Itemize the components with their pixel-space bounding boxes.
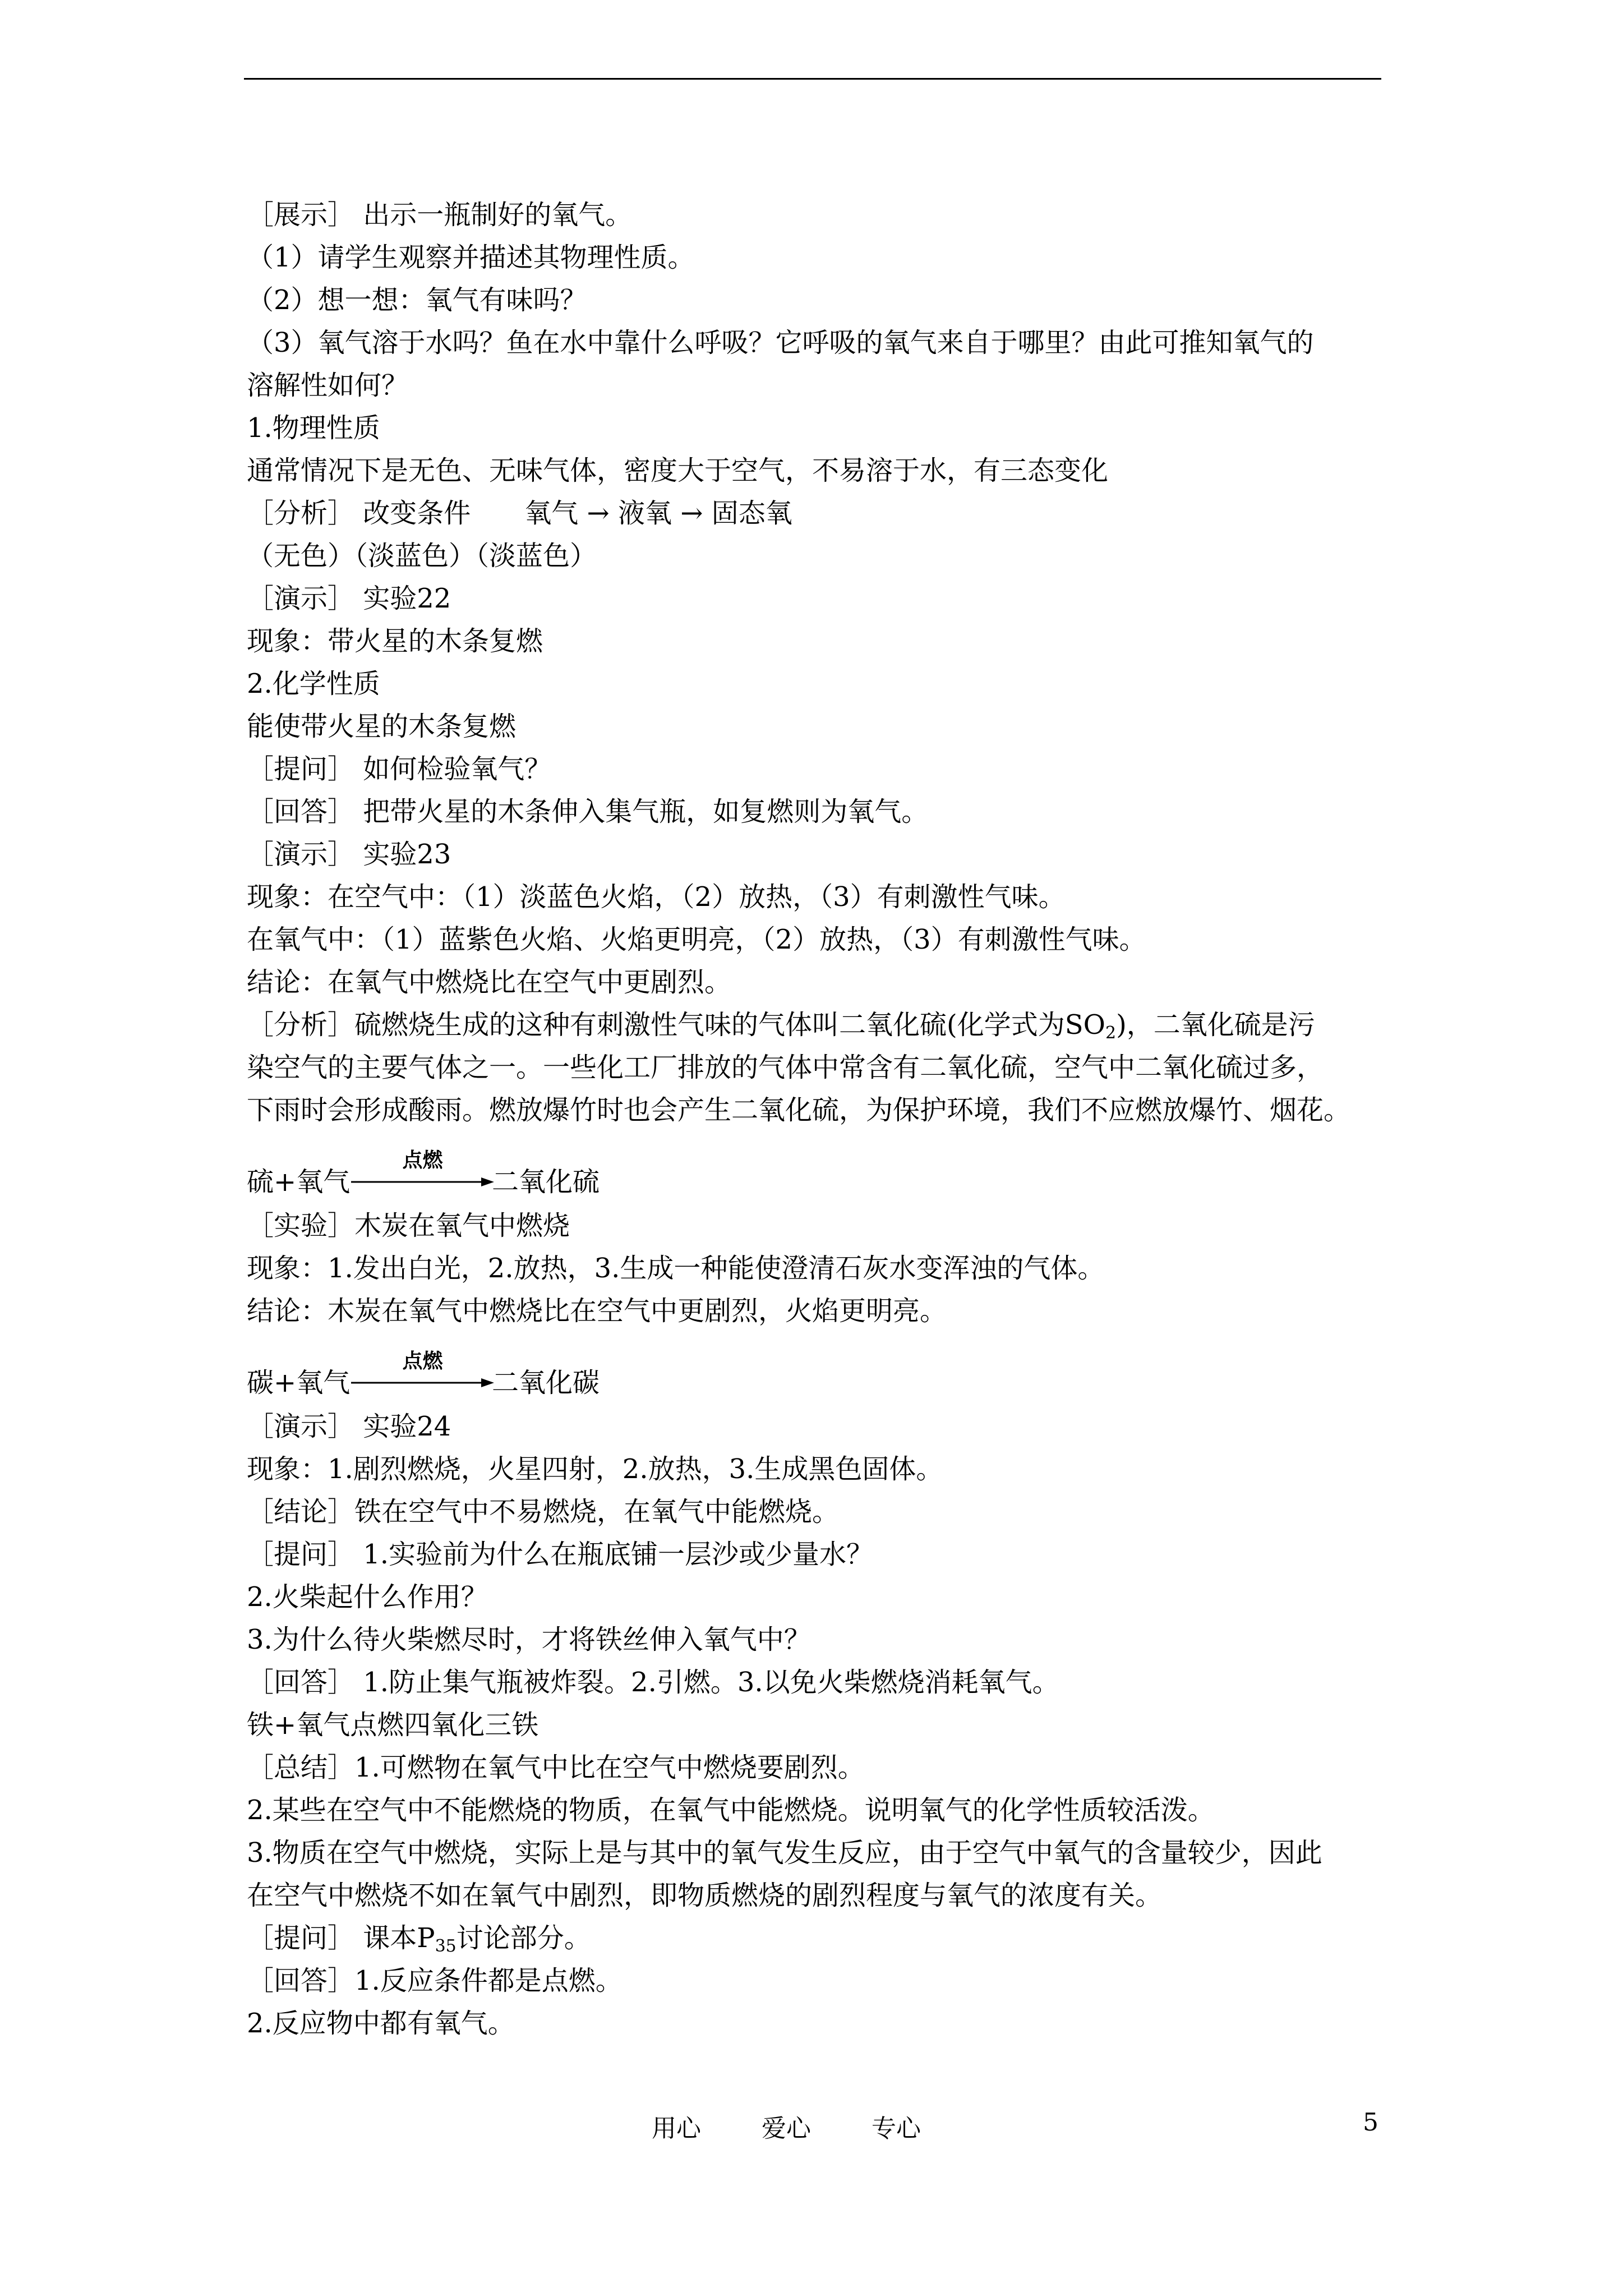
text-line: 在空气中燃烧不如在氧气中剧烈，即物质燃烧的剧烈程度与氧气的浓度有关。 (247, 1880, 1163, 1911)
text-line: 现象：在空气中：（1）淡蓝色火焰，（2）放热，（3）有刺激性气味。 (247, 881, 1066, 913)
text-line: ［演示］ 实验24 (247, 1411, 451, 1442)
text-line: ［分析］ 改变条件 氧气 → 液氧 → 固态氧 (247, 498, 792, 529)
reaction-condition: 点燃 (402, 1149, 443, 1172)
analysis-text-before: ［分析］硫燃烧生成的这种有刺激性气味的气体叫二氧化硫(化学式为SO (247, 1009, 1105, 1041)
motto-word: 爱心 (762, 2114, 811, 2143)
text-line: 通常情况下是无色、无味气体，密度大于空气，不易溶于水，有三态变化 (247, 455, 1109, 486)
arrow-icon (351, 1176, 494, 1188)
subscript: 35 (435, 1936, 457, 1956)
text-line: 3.为什么待火柴燃尽时，才将铁丝伸入氧气中？ (247, 1624, 811, 1655)
text-line: 现象：1.剧烈燃烧，火星四射，2.放热，3.生成黑色固体。 (247, 1453, 943, 1485)
text-line: 2.某些在空气中不能燃烧的物质，在氧气中能燃烧。说明氧气的化学性质较活泼。 (247, 1795, 1215, 1826)
text-line: 结论：木炭在氧气中燃烧比在空气中更剧烈，火焰更明亮。 (247, 1295, 947, 1327)
document-body (247, 194, 1382, 2045)
analysis-line-2: 染空气的主要气体之一。一些化工厂排放的气体中常含有二氧化硫，空气中二氧化硫过多， (247, 1052, 1324, 1083)
equation-product: 二氧化碳 (492, 1367, 600, 1398)
text-line: 现象：带火星的木条复燃 (247, 625, 543, 657)
analysis-text-after: )，二氧化硫是污 (1116, 1009, 1315, 1041)
equation-carbon (247, 1332, 1382, 1405)
footer-motto (652, 2108, 921, 2144)
text-line: 3.物质在空气中燃烧，实际上是与其中的氧气发生反应，由于空气中氧气的含量较少，因此 (247, 1837, 1322, 1869)
analysis-line-3: 下雨时会形成酸雨。燃放爆竹时也会产生二氧化硫，为保护环境，我们不应燃放爆竹、烟花。 (247, 1094, 1351, 1126)
section-heading: 2.化学性质 (247, 668, 380, 700)
motto-word: 用心 (652, 2114, 701, 2143)
textbook-text-after: 讨论部分。 (456, 1922, 591, 1954)
text-line: ［总结］1.可燃物在氧气中比在空气中燃烧要剧烈。 (247, 1752, 865, 1783)
text-line: 铁+氧气点燃四氧化三铁 (247, 1709, 539, 1741)
header-rule (244, 78, 1381, 80)
text-line: ［回答］ 1.防止集气瓶被炸裂。2.引燃。3.以免火柴燃烧消耗氧气。 (247, 1667, 1059, 1698)
equation-sulfur (247, 1131, 1382, 1204)
arrow-icon (351, 1377, 494, 1388)
section-heading: 1.物理性质 (247, 412, 380, 444)
page-footer (0, 2108, 1623, 2147)
text-line: 结论：在氧气中燃烧比在空气中更剧烈。 (247, 967, 732, 998)
textbook-text-before: ［提问］ 课本P (247, 1922, 435, 1954)
text-line: 2.反应物中都有氧气。 (247, 2008, 515, 2039)
text-line: 2.火柴起什么作用？ (247, 1581, 488, 1613)
reaction-arrow (351, 1149, 494, 1188)
equation-reactants: 碳+氧气 (247, 1367, 351, 1398)
text-line: 溶解性如何？ (247, 370, 409, 401)
text-line: （无色）（淡蓝色）（淡蓝色） (247, 540, 597, 572)
text-line: （2）想一想：氧气有味吗？ (247, 284, 587, 316)
textbook-line (247, 1917, 1382, 1959)
page-number: 5 (1363, 2108, 1378, 2137)
text-line: 在氧气中：（1）蓝紫色火焰、火焰更明亮，（2）放热，（3）有刺激性气味。 (247, 924, 1146, 955)
equation-reactants: 硫+氧气 (247, 1166, 351, 1198)
reaction-condition: 点燃 (402, 1350, 443, 1373)
text-line: ［提问］ 1.实验前为什么在瓶底铺一层沙或少量水？ (247, 1539, 874, 1570)
text-line: ［演示］ 实验23 (247, 839, 451, 870)
motto-word: 专心 (872, 2114, 921, 2143)
reaction-arrow (351, 1350, 494, 1388)
text-line: （1）请学生观察并描述其物理性质。 (247, 242, 695, 273)
text-line: 能使带火星的木条复燃 (247, 711, 517, 742)
text-line: 现象：1.发出白光，2.放热，3.生成一种能使澄清石灰水变浑浊的气体。 (247, 1253, 1105, 1284)
subscript: 2 (1105, 1023, 1117, 1043)
text-line: ［结论］铁在空气中不易燃烧，在氧气中能燃烧。 (247, 1496, 840, 1527)
analysis-line-1 (247, 1004, 1382, 1046)
text-line: ［演示］ 实验22 (247, 583, 451, 614)
text-line: ［回答］1.反应条件都是点燃。 (247, 1965, 623, 1996)
equation-product: 二氧化硫 (492, 1166, 600, 1198)
text-line: （3）氧气溶于水吗？鱼在水中靠什么呼吸？它呼吸的氧气来自于哪里？由此可推知氧气的 (247, 327, 1314, 358)
text-line: ［提问］ 如何检验氧气？ (247, 753, 552, 785)
text-line: ［展示］ 出示一瓶制好的氧气。 (247, 199, 633, 231)
text-line: ［实验］木炭在氧气中燃烧 (247, 1210, 570, 1241)
text-line: ［回答］ 把带火星的木条伸入集气瓶，如复燃则为氧气。 (247, 796, 929, 827)
